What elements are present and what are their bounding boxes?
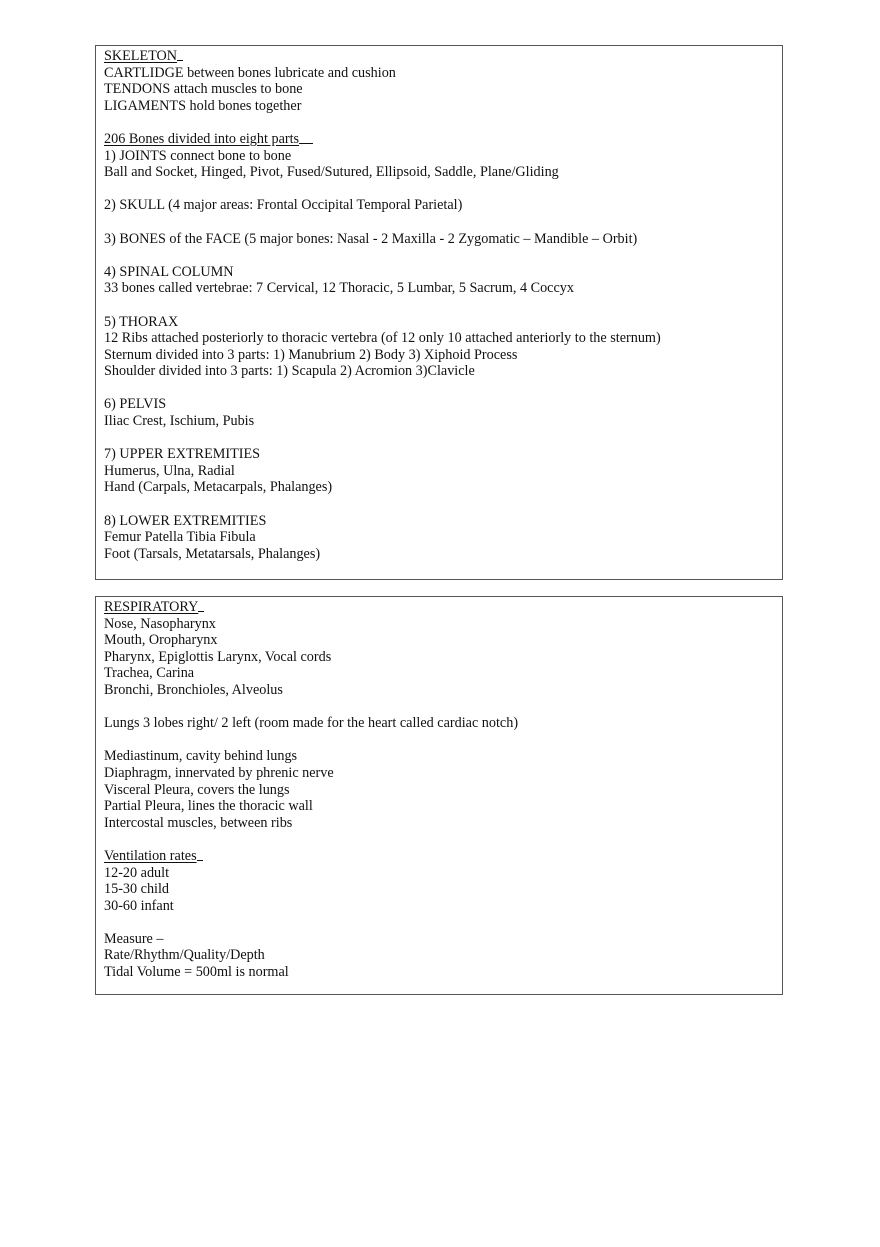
intro-line: TENDONS attach muscles to bone [104, 81, 303, 98]
skeleton-section [95, 45, 783, 580]
upper-title: 7) UPPER EXTREMITIES [104, 446, 261, 463]
skull-line: 2) SKULL (4 major areas: Frontal Occipital Temporal Parietal) [104, 197, 463, 214]
airway-line: Bronchi, Bronchioles, Alveolus [104, 681, 283, 698]
face-line: 3) BONES of the FACE (5 major bones: Nasal - 2 Maxilla - 2 Zygomatic – Mandible – Orbit) [104, 230, 638, 247]
parts-heading: 206 Bones divided into eight parts [104, 131, 775, 148]
rate-line: 12-20 adult [104, 864, 170, 881]
measure-line: Tidal Volume = 500ml is normal [104, 964, 289, 981]
joints-types: Ball and Socket, Hinged, Pivot, Fused/Sutured, Ellipsoid, Saddle, Plane/Gliding [104, 164, 559, 181]
thorax-detail: Sternum divided into 3 parts: 1) Manubrium 2) Body 3) Xiphoid Process [104, 346, 518, 363]
thorax-detail: Shoulder divided into 3 parts: 1) Scapula 2) Acromion 3)Clavicle [104, 363, 475, 380]
measure-line: Rate/Rhythm/Quality/Depth [104, 947, 265, 964]
lower-detail: Foot (Tarsals, Metatarsals, Phalanges) [104, 545, 321, 562]
rate-line: 15-30 child [104, 881, 170, 898]
structure-line: Visceral Pleura, covers the lungs [104, 781, 290, 798]
joints-title: 1) JOINTS connect bone to bone [104, 147, 292, 164]
ventilation-heading: Ventilation rates [104, 848, 775, 865]
lower-title: 8) LOWER EXTREMITIES [104, 512, 267, 529]
structure-line: Intercostal muscles, between ribs [104, 814, 293, 831]
skeleton-heading: SKELETON [104, 48, 775, 65]
airway-line: Pharynx, Epiglottis Larynx, Vocal cords [104, 648, 332, 665]
intro-line: LIGAMENTS hold bones together [104, 97, 302, 114]
thorax-title: 5) THORAX [104, 313, 179, 330]
airway-line: Nose, Nasopharynx [104, 615, 216, 632]
respiratory-section [95, 596, 783, 995]
spine-title: 4) SPINAL COLUMN [104, 263, 234, 280]
lower-detail: Femur Patella Tibia Fibula [104, 529, 256, 546]
structure-line: Mediastinum, cavity behind lungs [104, 748, 298, 765]
airway-line: Mouth, Oropharynx [104, 632, 218, 649]
pelvis-title: 6) PELVIS [104, 396, 167, 413]
rate-line: 30-60 infant [104, 897, 174, 914]
intro-line: CARTLIDGE between bones lubricate and cushion [104, 64, 396, 81]
measure-line: Measure – [104, 930, 164, 947]
thorax-detail: 12 Ribs attached posteriorly to thoracic vertebra (of 12 only 10 attached anteriorly to the sternum) [104, 330, 661, 347]
upper-detail: Hand (Carpals, Metacarpals, Phalanges) [104, 479, 333, 496]
respiratory-heading: RESPIRATORY [104, 599, 775, 616]
upper-detail: Humerus, Ulna, Radial [104, 462, 235, 479]
structure-line: Diaphragm, innervated by phrenic nerve [104, 764, 334, 781]
lungs-line: Lungs 3 lobes right/ 2 left (room made for the heart called cardiac notch) [104, 715, 519, 732]
airway-line: Trachea, Carina [104, 665, 195, 682]
spine-detail: 33 bones called vertebrae: 7 Cervical, 12 Thoracic, 5 Lumbar, 5 Sacrum, 4 Coccyx [104, 280, 574, 297]
structure-line: Partial Pleura, lines the thoracic wall [104, 798, 313, 815]
pelvis-detail: Iliac Crest, Ischium, Pubis [104, 413, 255, 430]
